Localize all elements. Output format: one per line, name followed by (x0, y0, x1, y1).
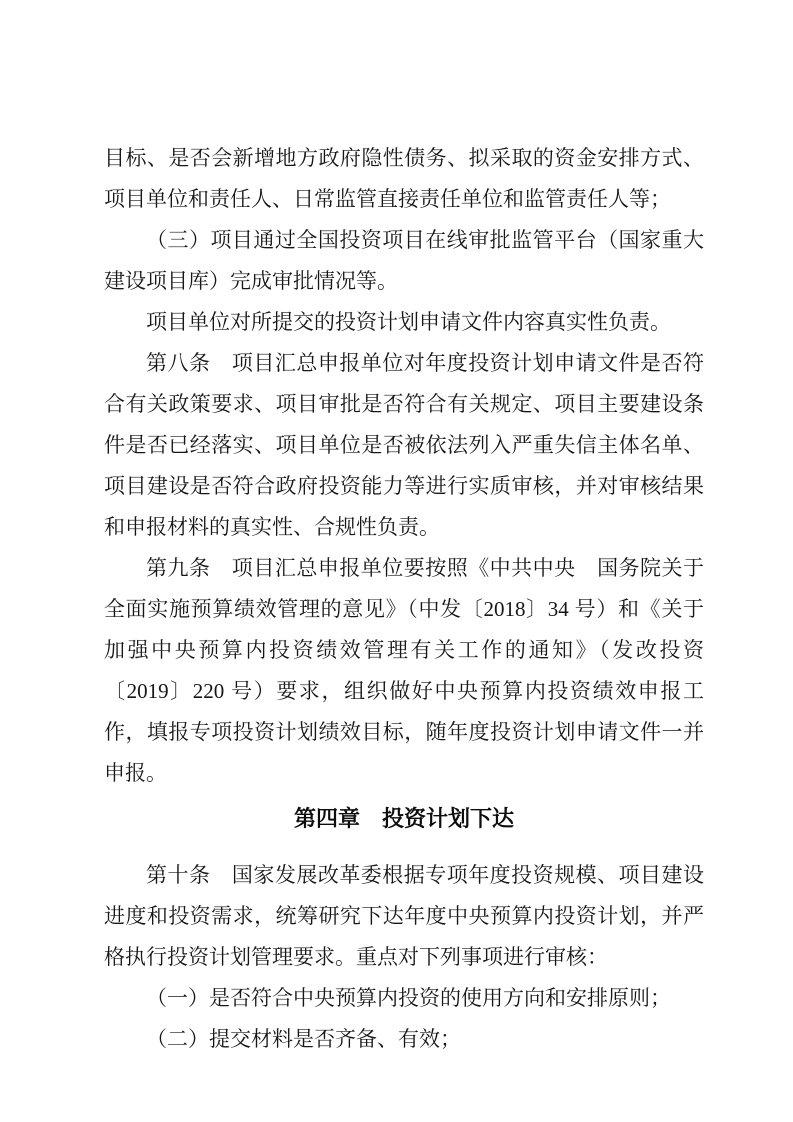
paragraph-list-item-1: （一）是否符合中央预算内投资的使用方向和安排原则； (146, 986, 671, 1010)
paragraph-responsibility: 项目单位对所提交的投资计划申请文件内容真实性负责。 (146, 310, 671, 334)
document-text-block (104, 138, 704, 1060)
paragraph-article-8: 第八条 项目汇总申报单位对年度投资计划申请文件是否符合有关政策要求、项目审批是否符合有关规定、项目主要建设条件是否已经落实、项目单位是否被依法列入严重失信主体名单、项目建设是否符合政府投资能力等进行实质审核，并对审核结果和申报材料的真实性、合规性负责。 (104, 351, 704, 539)
paragraph-article-10: 第十条 国家发展改革委根据专项年度投资规模、项目建设进度和投资需求，统筹研究下达年度中央预算内投资计划，并严格执行投资计划管理要求。重点对下列事项进行审核： (104, 863, 704, 969)
paragraph-list-item-2: （二）提交材料是否齐备、有效； (146, 1027, 461, 1051)
paragraph-list-item-3: （三）项目通过全国投资项目在线审批监管平台（国家重大建设项目库）完成审批情况等。 (104, 228, 704, 293)
paragraph-article-9: 第九条 项目汇总申报单位要按照《中共中央 国务院关于全面实施预算绩效管理的意见》（中发〔2018〕34 号）和《关于加强中央预算内投资绩效管理有关工作的通知》（发改投资〔2019〕220 号）要求，组织做好中央预算内投资绩效申报工作，填报专项投资计划绩效目标，随年度投资计划申请文件一并申报。 (104, 556, 704, 785)
chapter-heading: 第四章 投资计划下达 (293, 806, 514, 831)
paragraph-continuation: 目标、是否会新增地方政府隐性债务、拟采取的资金安排方式、项目单位和责任人、日常监管直接责任单位和监管责任人等； (104, 146, 704, 211)
